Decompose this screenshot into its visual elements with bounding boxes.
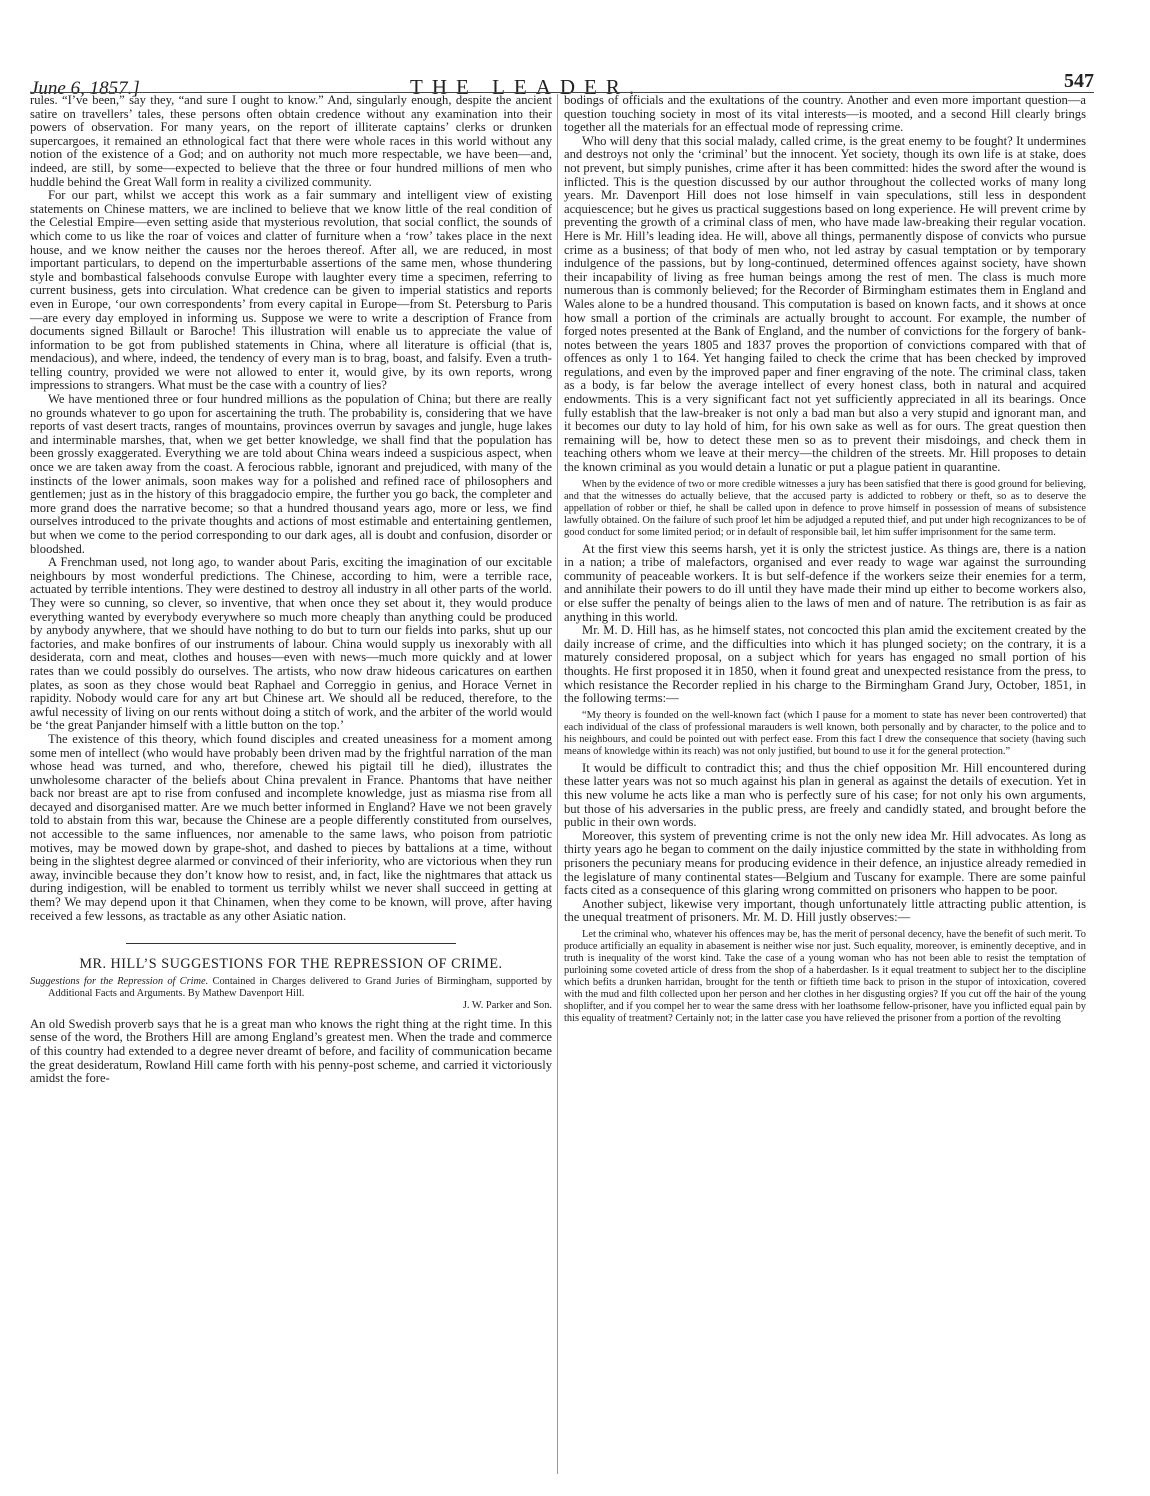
article-paragraph: For our part, whilst we accept this work as a fair summary and intelligent view of existing statements on Chinese matters, we are inclined to believe that we know little of the real condition of the Celestial Empire—even setting aside that mysterious revolution, that social conflict, the sounds of which come to us like the roar of voices and clatter of furniture when a ‘row’ takes place in the next house, and we know neither the causes nor the heroes thereof. After all, we are reduced, in most important particulars, to depend on the imperturbable assertions of the same men, whose thundering style and bombastical falsehoods convulse Europe with laughter every time a specimen, referring to current business, gets into circulation. What credence can be given to imperial statistics and reports even in Europe, ‘our own correspondents’ from every capital in Europe—from St. Petersburg to Paris—are every day employed in informing us. Suppose we were to write a description of France from documents signed Billault or Baroche! This illustration will enable us to appreciate the value of information to be got from published statements in China, where all literature is official (that is, mendacious), and where, indeed, the tendency of every man is to brag, boast, and falsify. Even a truth-telling country, provided we were not allowed to enter it, would give, by its own reports, wrong impressions to strangers. What must be the case with a country of lies? (30, 188, 552, 393)
article-paragraph: Moreover, this system of preventing crime is not the only new idea Mr. Hill advocates. As long as thirty years ago he began to comment on the daily injustice committed by the state in withholding from prisoners the pecuniary means for producing evidence in their defence, an injustice already remedied in the legislature of many continental states—Belgium and Tuscany for example. There are some painful facts cited as a consequence of this glaring wrong committed on prisoners who happen to be poor. (564, 828, 1086, 898)
column-separator (557, 94, 558, 1474)
article-paragraph: bodings of officials and the exultations of the country. Another and even more important question—a question touching society in most of its vital interests—is mooted, and a second Hill clearly brings together all the materials for an effectual mode of repressing crime. (564, 93, 1086, 135)
left-column (30, 94, 552, 1086)
article-paragraph: Who will deny that this social malady, called crime, is the great enemy to be fought? It undermines and destroys not only the ‘criminal’ but the innocent. Yet society, though its own life is at stake, does not prevent, but simply punishes, crime after it has been committed: hides the sword after the wound is inflicted. This is the question discussed by our author throughout the collected works of many long years. Mr. Davenport Hill does not lose himself in vain speculations, still less in despondent acquiescence; but he gives us practical suggestions based on long experience. He will prevent crime by preventing the growth of a criminal class of men, who have made law-breaking their regular vocation. Here is Mr. Hill’s leading idea. He will, above all things, permanently dispose of convicts who pursue crime as a business; of that body of men who, not led astray by casual temptation or by temporary indulgence of the passions, but by long-continued, determined offences against society, have shown their incapability of living as free human beings among the rest of men. The class is much more numerous than is commonly believed; for the Recorder of Birmingham estimates them in England and Wales alone to be a hundred thousand. This computation is based on known facts, and it shows at once how small a portion of the criminals are actually brought to account. For example, the number of forged notes presented at the Bank of England, and the number of convictions for the forgery of bank-notes between the years 1805 and 1837 proves the proportion of convictions compared with that of offences as only 1 to 164. Yet hanging failed to check the crime that has been checked by improved regulations, and even by the improved paper and finer engraving of the note. The criminal class, taken as a body, is far below the average intellect of every honest class, both in natural and acquired endowments. This is a very significant fact not yet sufficiently appreciated in all its bearings. Once fully establish that the law-breaker is not only a bad man but also a very stupid and ignorant man, and it becomes our duty to lay hold of him, for his own sake as well as for ours. The great question then remaining will be, how to detect these men so as to prevent their misdoings, and check them in teaching others whom we leave at their mercy—the children of the streets. Mr. Hill proposes to detain the known criminal as you would detain a lunatic or put a plague patient in quarantine. (564, 133, 1086, 475)
masthead-title: THE LEADER. (410, 75, 644, 99)
article-paragraph: rules. “I’ve been,” say they, “and sure I ought to know.” And, singularly enough, despite the ancient satire on travellers’ tales, these persons often obtain credence without any examination into their powers of observation. For many years, on the report of illiterate captains’ clerks or drunken supercargoes, it remained an ethnological fact that there were whole races in this world without any notion of the existence of a God; and on authority not much more respectable, we have been—and, indeed, are still, by some—expected to believe that the three or four hundred millions of men who huddle behind the Great Wall form in reality a civilized community. (30, 93, 552, 189)
review-paragraph: An old Swedish proverb says that he is a great man who knows the right thing at the right time. In this sense of the word, the Brothers Hill are among England’s greatest men. When the trade and commerce of this country had extended to a degree never dreamt of before, and facility of communication became the great desideratum, Rowland Hill came forth with his penny-post scheme, and carried it victoriously amidst the fore- (30, 1016, 552, 1086)
review-publisher: J. W. Parker and Son. (462, 999, 552, 1011)
article-paragraph: Another subject, likewise very important, though unfortunately little attracting public attention, is the unequal treatment of prisoners. Mr. M. D. Hill justly observes:— (564, 896, 1086, 925)
review-bibliography (30, 976, 552, 1012)
block-quote: Let the criminal who, whatever his offences may be, has the merit of personal decency, have the benefit of such merit. To produce artificially an equality in abasement is neither wise nor just. Such equality, moreover, is eminently deceptive, and in truth is inequality of the worst kind. Take the case of a young woman who has not been able to resist the temptation of purloining some coveted article of dress from the shop of a haberdasher. Is it equal treatment to subject her to the discipline which befits a drunken harridan, brought for the tenth or fiftieth time back to prison in the stupor of intoxication, covered with the mud and filth collected upon her person and her clothes in her disgusting orgies? If you cut off the hair of the young shoplifter, and if you compel her to wear the same dress with her loathsome fellow-prisoner, have you inflicted equal pain by this equality of treatment? Certainly not; in the latter case you have relieved the prisoner from a portion of the revolting (564, 928, 1086, 1024)
article-paragraph: It would be difficult to contradict this; and thus the chief opposition Mr. Hill encountered during these latter years was not so much against his plan in general as against the details of execution. Yet in this new volume he acts like a man who is perfectly sure of his case; for not only his own arguments, but those of his adversaries in the public press, are freely and candidly stated, and brought before the public in their own words. (564, 760, 1086, 830)
article-paragraph: We have mentioned three or four hundred millions as the population of China; but there are really no grounds whatever to go upon for ascertaining the truth. The probability is, considering that we have reports of vast desert tracts, ranges of mountains, provinces overrun by savages and jungle, huge lakes and interminable marshes, that, when we get better knowledge, we shall find that the population has been grossly exaggerated. Everything we are told about China wears indeed a suspicious aspect, when once we are taken away from the coast. A ferocious rabble, ignorant and prejudiced, with many of the instincts of the lower animals, soon makes way for a polished and refined race of philosophers and gentlemen; just as in the history of this braggadocio empire, the further you go back, the completer and more grand does the narrative become; so that a hundred thousand years ago, more or less, we find ourselves introduced to the private thoughts and actions of most estimable and entertaining gentlemen, but when we come to the period corresponding to our dark ages, all is doubt and confusion, disorder or bloodshed. (30, 392, 552, 556)
article-paragraph: At the first view this seems harsh, yet it is only the strictest justice. As things are, there is a nation in a nation; a tribe of malefactors, organised and ever ready to wage war against the surrounding community of peaceable workers. It is but self-defence if the workers seize their enemies for a term, and annihilate their powers to do ill until they have made their mind up either to become workers also, or else suffer the penalty of beings alien to the laws of men and of nature. The retribution is as fair as anything in this world. (564, 541, 1086, 624)
section-divider (126, 943, 456, 944)
page-number: 547 (1064, 70, 1094, 92)
right-column (564, 94, 1086, 1029)
review-book-title: Suggestions for the Repression of Crime. (30, 975, 209, 987)
block-quote: “My theory is founded on the well-known fact (which I pause for a moment to state has never been controverted) that each individual of the class of professional marauders is well known, both personally and by character, to the police and to his neighbours, and could be pointed out with perfect ease. From this fact I drew the consequence that society (having such means of knowledge within its reach) was not only justified, but bound to use it for the general protection.” (564, 709, 1086, 757)
review-title: MR. HILL’S SUGGESTIONS FOR THE REPRESSION OF CRIME. (79, 956, 503, 973)
issue-date: June 6, 1857.] (30, 78, 140, 99)
article-paragraph: Mr. M. D. Hill has, as he himself states, not concocted this plan amid the excitement created by the daily increase of crime, and the difficulties into which it has plunged society; on the contrary, it is a maturely considered proposal, on a subject which for years has engaged no small portion of his thoughts. He first proposed it in 1850, when it found great and unexpected resistance from the press, to which resistance the Recorder replied in his charge to the Birmingham Grand Jury, October, 1851, in the following terms:— (564, 623, 1086, 706)
article-paragraph: A Frenchman used, not long ago, to wander about Paris, exciting the imagination of our excitable neighbours by most wonderful predictions. The Chinese, according to him, were a terrible race, actuated by terrible intentions. They were destined to destroy all industry in all other parts of the world. They were so cunning, so clever, so inventive, that when once they set about it, they would produce everything wanted by everybody everywhere so much more cheaply than anything could be produced by anybody anywhere, that we should have nothing to do but to turn our fields into parks, shut up our factories, and make bonfires of our instruments of labour. China would supply us inexorably with all desiderata, corn and meat, clothes and houses—even with news—much more quickly and at lower rates than we could possibly do ourselves. The artists, who now draw hideous caricatures on earthen plates, as soon as they chose would beat Raphael and Correggio in genius, and Horace Vernet in rapidity. Nobody would care for any art but Chinese art. We should all be reduced, therefore, to the awful necessity of living on our rents without doing a stitch of work, and the arbiter of the world would be ‘the great Panjander himself with a little button on the top.’ (30, 555, 552, 733)
article-paragraph: The existence of this theory, which found disciples and created uneasiness for a moment among some men of intellect (who would have probably been driven mad by the frightful narration of the man whose head was turned, and who, therefore, chewed his pigtail till he died), illustrates the unwholesome character of the beliefs about China prevalent in France. Phantoms that have neither back nor breast are apt to rise from confused and incomplete knowledge, just as miasma rise from all decayed and disorganised matter. Are we much better informed in England? Have we not been gravely told to abstain from this war, because the Chinese are a people differently constituted from ourselves, not accessible to the same influences, nor amenable to the same laws, who poison from patriotic motives, may be mowed down by grape-shot, and dashed to pieces by battalions at a time, without being in the slightest degree alarmed or convinced of their inferiority, who are victorious when they run away, invincible because they don’t know how to resist, and, in fact, like the nightmares that attack us during indigestion, will be enabled to torment us terribly whilst we never shall succeed in getting at them? We may depend upon it that Chinamen, when they come to be known, will prove, after having received a few lessons, as tractable as any other Asiatic nation. (30, 731, 553, 923)
block-quote: When by the evidence of two or more credible witnesses a jury has been satisfied that there is good ground for believing, and that the witnesses do actually believe, that the accused party is addicted to robbery or theft, so as to deserve the appellation of robber or thief, he shall be called upon in defence to prove himself in possession of means of subsistence lawfully obtained. On the failure of such proof let him be adjudged a reputed thief, and put under high recognizances to be of good conduct for some limited period; or in default of responsible bail, let him suffer imprisonment for the same term. (564, 478, 1086, 538)
review-book-details: Contained in Charges delivered to Grand Juries of Birmingham, supported by Additional Facts and Arguments. By Mathew Davenport Hill. (48, 975, 552, 999)
